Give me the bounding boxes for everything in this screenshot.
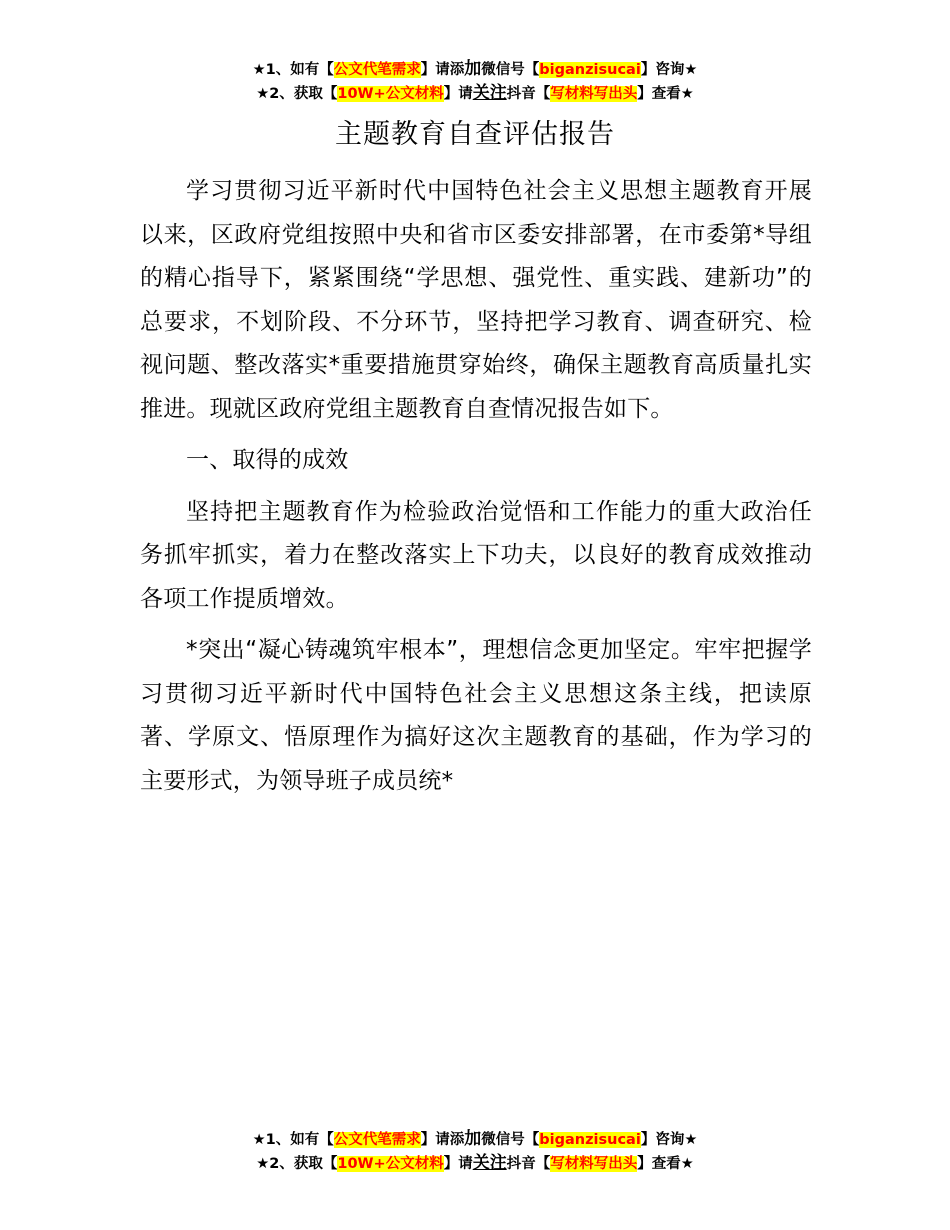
top-ad-banner bbox=[0, 58, 950, 106]
ad-line-1-prefix: ★1、如有【 bbox=[252, 62, 334, 78]
document-body bbox=[140, 170, 812, 811]
ad-line-1-text-a: 】请添 bbox=[420, 62, 465, 78]
ad-line-1-text-a: 】请添 bbox=[420, 1132, 465, 1148]
ad-line-2-prefix: ★2、获取【 bbox=[256, 1156, 338, 1172]
ad-line-2-text-b: 抖音【 bbox=[506, 1156, 551, 1172]
ad-line-1-suffix: 】咨询★ bbox=[640, 1132, 698, 1148]
ad-line-1-big-char: 加 bbox=[464, 59, 482, 79]
paragraph-ideals: *突出“凝心铸魂筑牢根本”，理想信念更加坚定。牢牢把握学习贯彻习近平新时代中国特色社会主义思想这条主线，把读原著、学原文、悟原理作为搞好这次主题教育的基础，作为学习的主要形式，为领导班子成员统* bbox=[140, 637, 812, 794]
paragraph-intro: 学习贯彻习近平新时代中国特色社会主义思想主题教育开展以来，区政府党组按照中央和省市区委安排部署，在市委第*导组的精心指导下，紧紧围绕“学思想、强党性、重实践、建新功”的总要求，不划阶段、不分环节，坚持把学习教育、调查研究、检视问题、整改落实*重要措施贯穿始终，确保主题教育高质量扎实推进。现就区政府党组主题教育自查情况报告如下。 bbox=[140, 178, 812, 422]
ad-line-1-big-char: 加 bbox=[464, 1129, 482, 1149]
ad-highlight-douyin: 写材料写出头 bbox=[550, 86, 638, 102]
ad-highlight-ghostwriting: 公文代笔需求 bbox=[333, 1132, 421, 1148]
ad-line-1-text-b: 微信号【 bbox=[481, 1132, 540, 1148]
ad-line-2-suffix: 】查看★ bbox=[637, 1156, 694, 1172]
ad-line-2-text-b: 抖音【 bbox=[506, 86, 551, 102]
ad-line-2-underlined: 关注 bbox=[472, 83, 507, 103]
ad-highlight-materials: 10W+公文材料 bbox=[337, 86, 444, 102]
ad-line-1 bbox=[0, 1128, 950, 1152]
bottom-ad-banner bbox=[0, 1128, 950, 1176]
ad-highlight-wechat-id: biganzisucai bbox=[539, 62, 641, 78]
ad-line-2 bbox=[0, 1152, 950, 1176]
ad-line-2-text-a: 】请 bbox=[443, 1156, 473, 1172]
ad-line-1-suffix: 】咨询★ bbox=[640, 62, 698, 78]
ad-line-1 bbox=[0, 58, 950, 82]
section-heading: 一、取得的成效 bbox=[186, 447, 349, 473]
ad-highlight-ghostwriting: 公文代笔需求 bbox=[333, 62, 421, 78]
ad-line-1-prefix: ★1、如有【 bbox=[252, 1132, 334, 1148]
ad-line-2-prefix: ★2、获取【 bbox=[256, 86, 338, 102]
ad-highlight-wechat-id: biganzisucai bbox=[539, 1132, 641, 1148]
ad-highlight-douyin: 写材料写出头 bbox=[550, 1156, 638, 1172]
ad-line-2-suffix: 】查看★ bbox=[637, 86, 694, 102]
ad-line-1-text-b: 微信号【 bbox=[481, 62, 540, 78]
document-title: 主题教育自查评估报告 bbox=[335, 119, 615, 150]
ad-highlight-materials: 10W+公文材料 bbox=[337, 1156, 444, 1172]
ad-line-2 bbox=[0, 82, 950, 106]
ad-line-2-text-a: 】请 bbox=[443, 86, 473, 102]
paragraph-achievements: 坚持把主题教育作为检验政治觉悟和工作能力的重大政治任务抓牢抓实，着力在整改落实上下功夫，以良好的教育成效推动各项工作提质增效。 bbox=[140, 498, 812, 612]
ad-line-2-underlined: 关注 bbox=[472, 1153, 507, 1173]
